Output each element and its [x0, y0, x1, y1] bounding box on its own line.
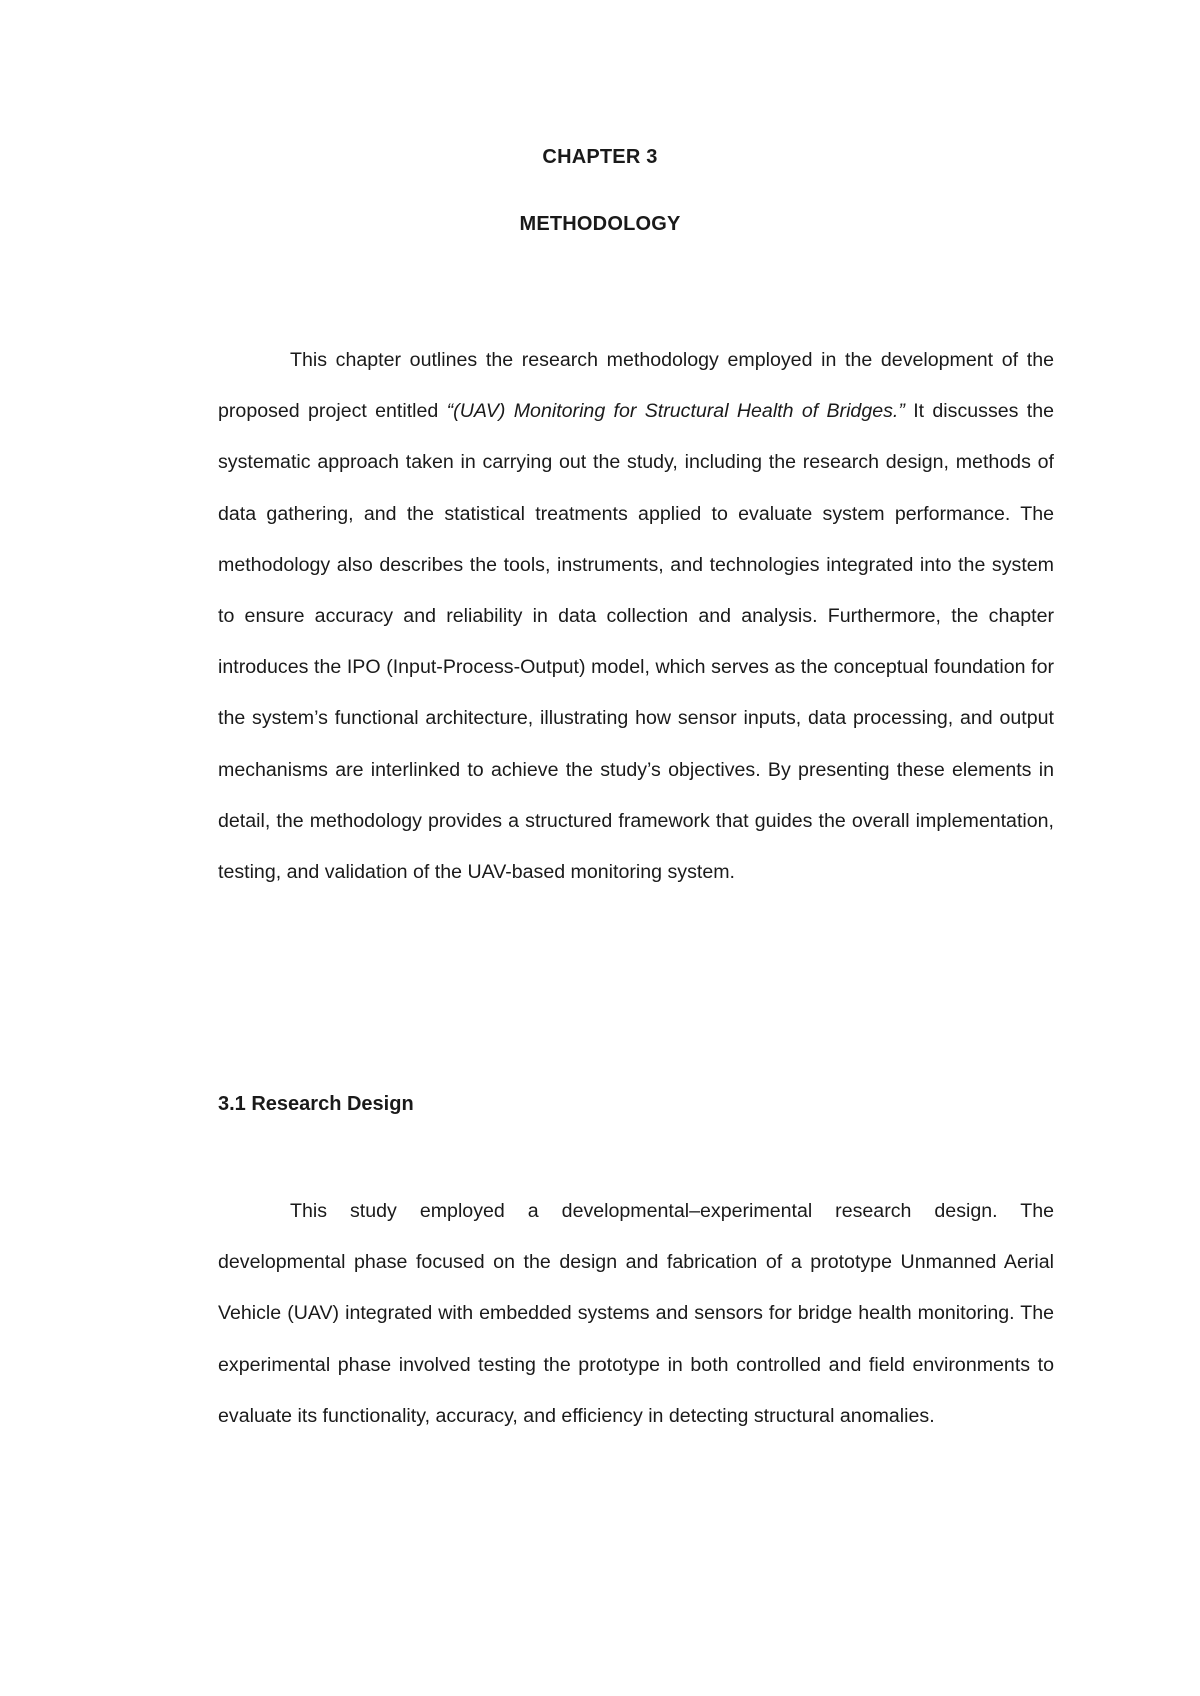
- chapter-title: METHODOLOGY: [519, 213, 681, 235]
- research-design-paragraph: This study employed a developmental–experimental research design. The developmental phase focused on the design and fabrication of a prototype Unmanned Aerial Vehicle (UAV) integrated with embedded systems and sensors for bridge health monitoring. The experimental phase involved testing the prototype in both controlled and field environments to evaluate its functionality, accuracy, and efficiency in detecting structural anomalies.: [218, 1200, 1054, 1427]
- section-heading-research-design: 3.1 Research Design: [218, 1093, 414, 1115]
- intro-paragraph: [218, 335, 1054, 898]
- project-title: “(UAV) Monitoring for Structural Health of Bridges.”: [446, 400, 905, 423]
- intro-text-after-title: It discusses the systematic approach taken in carrying out the study, including the research design, methods of data gathering, and the statistical treatments applied to evaluate system performance. The methodology also describes the tools, instruments, and technologies integrated into the system to ensure accuracy and reliability in data collection and analysis. Furthermore, the chapter introduces the IPO (Input-Process-Output) model, which serves as the conceptual foundation for the system’s functional architecture, illustrating how sensor inputs, data processing, and output mechanisms are interlinked to achieve the study’s objectives. By presenting these elements in detail, the methodology provides a structured framework that guides the overall implementation, testing, and validation of the UAV-based monitoring system.: [218, 400, 1054, 884]
- intro-text-before-title: This chapter outlines the research methodology employed in the development of the proposed project entitled: [218, 349, 1054, 423]
- chapter-label: CHAPTER 3: [542, 146, 658, 168]
